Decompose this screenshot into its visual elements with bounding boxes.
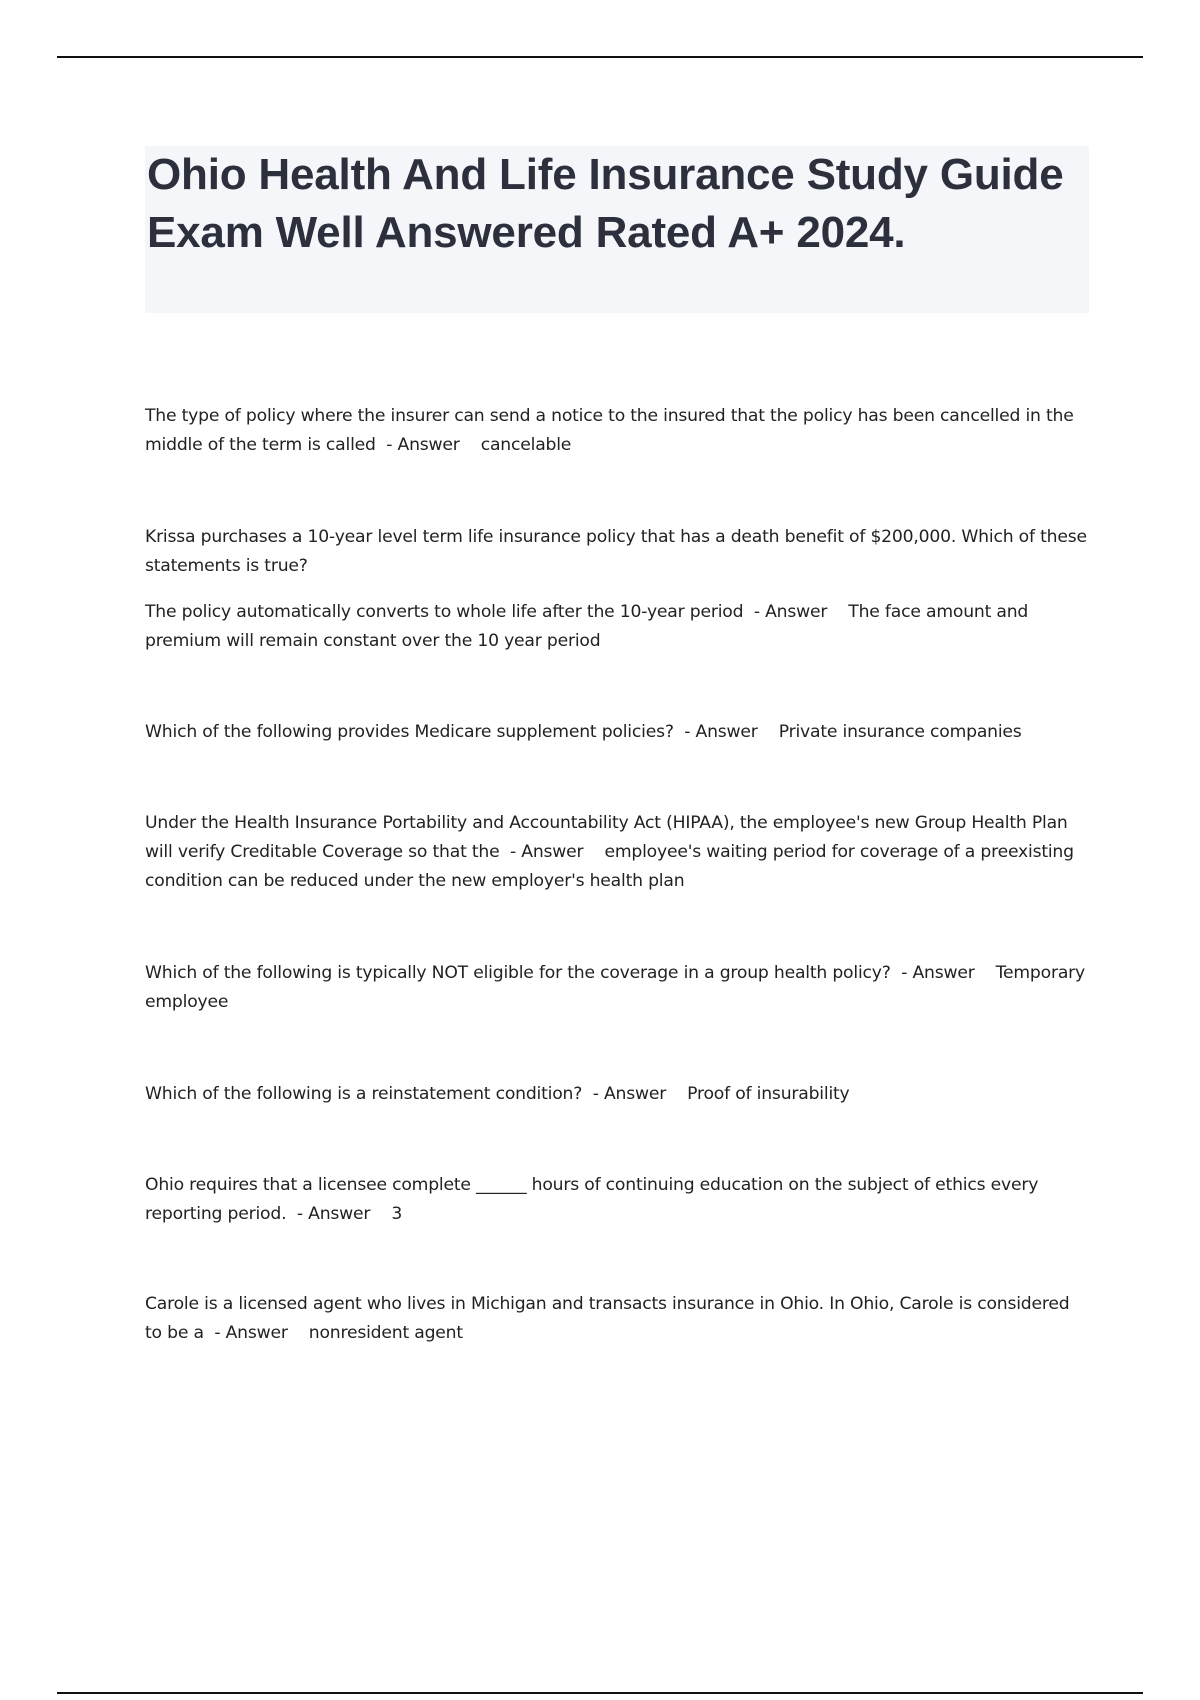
qa-item: The type of policy where the insurer can send a notice to the insured that the policy has been cancelled in the middle of the term is called - Answer cancelable [145, 406, 1074, 455]
question-text: The type of policy where the insurer can send a notice to the insured that the policy has been cancelled in the middle of the term is called [145, 406, 1074, 455]
answer-text: The face amount and premium will remain constant over the 10 year period [145, 602, 1029, 651]
answer-label: Answer [695, 722, 758, 742]
answer-label: Answer [603, 1084, 667, 1104]
answer-label: Answer [521, 842, 584, 862]
answer-label: Answer [397, 435, 460, 455]
answer-label: Answer [912, 963, 975, 983]
answer-label: Answer [225, 1323, 288, 1343]
answer-text: employee's waiting period for coverage of a preexisting condition can be reduced under the new employer's health plan [145, 842, 1074, 891]
answer-text: cancelable [480, 435, 572, 455]
answer-text: Proof of insurability [687, 1084, 850, 1104]
question-text: Ohio requires that a licensee complete ______ hours of continuing education on the subject of ethics every reporting period. [145, 1175, 1039, 1224]
qa-item: Under the Health Insurance Portability and Accountability Act (HIPAA), the employee's new Group Health Plan will verify Creditable Coverage so that the - Answer employee's waiting period for coverage of a preexisting condition can be reduced under the new employer's health plan [145, 813, 1074, 891]
answer-label: Answer [308, 1204, 371, 1224]
document-title: Ohio Health And Life Insurance Study Guide Exam Well Answered Rated A+ 2024. [147, 150, 1064, 257]
question-text: Carole is a licensed agent who lives in Michigan and transacts insurance in Ohio. In Ohio, Carole is considered to be a [145, 1294, 1070, 1343]
answer-text: Temporary employee [145, 963, 1085, 1012]
qa-item [145, 523, 1090, 581]
qa-item: Which of the following provides Medicare supplement policies? - Answer Private insurance companies [145, 722, 1022, 742]
bottom-divider [57, 1692, 1143, 1694]
question-text: Krissa purchases a 10-year level term life insurance policy that has a death benefit of $200,000. Which of these statements is true? [145, 527, 1087, 576]
qa-item: Which of the following is a reinstatement condition? - Answer Proof of insurability [145, 1084, 850, 1104]
top-divider [57, 56, 1143, 58]
question-text: Which of the following provides Medicare supplement policies? [145, 722, 674, 742]
qa-option-line: The policy automatically converts to whole life after the 10-year period - Answer The face amount and premium will remain constant over the 10 year period [145, 602, 1029, 651]
qa-item: Carole is a licensed agent who lives in Michigan and transacts insurance in Ohio. In Ohio, Carole is considered to be a - Answer nonresident agent [145, 1294, 1070, 1343]
title-banner [145, 146, 1089, 313]
answer-text: nonresident agent [308, 1323, 463, 1343]
answer-text: Private insurance companies [778, 722, 1022, 742]
question-text: Under the Health Insurance Portability and Accountability Act (HIPAA), the employee's new Group Health Plan will verify Creditable Coverage so that the [145, 813, 1068, 862]
qa-item: Ohio requires that a licensee complete ______ hours of continuing education on the subject of ethics every reporting period. - Answer 3 [145, 1175, 1039, 1224]
answer-label: Answer [765, 602, 828, 622]
option-text: The policy automatically converts to whole life after the 10-year period [145, 602, 744, 622]
answer-text: 3 [391, 1204, 403, 1224]
question-text: Which of the following is a reinstatement condition? [145, 1084, 583, 1104]
question-text: Which of the following is typically NOT eligible for the coverage in a group health policy? [145, 963, 891, 983]
qa-item: Which of the following is typically NOT eligible for the coverage in a group health policy? - Answer Temporary employee [145, 963, 1085, 1012]
